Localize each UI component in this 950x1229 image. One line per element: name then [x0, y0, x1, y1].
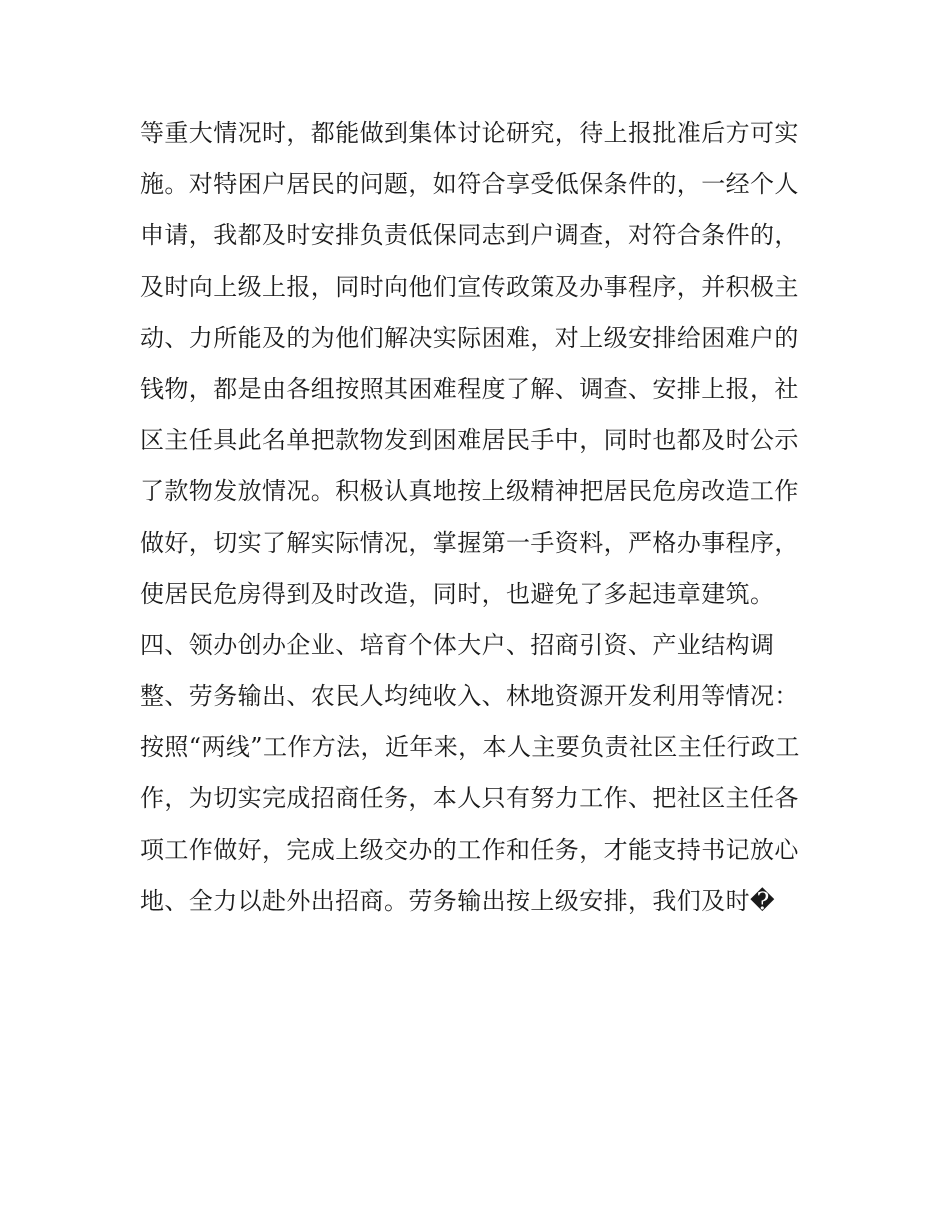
text-line: 申请，我都及时安排负责低保同志到户调查，对符合条件的，	[140, 221, 799, 250]
text-line: 做好，切实了解实际情况，掌握第一手资料，严格办事程序，	[140, 528, 799, 557]
section-heading-line: 整、劳务输出、农民人均纯收入、林地资源开发利用等情况：	[140, 682, 799, 711]
body-text	[140, 108, 820, 927]
text-line: 动、力所能及的为他们解决实际困难，对上级安排给困难户的	[140, 323, 799, 352]
text-line: 区主任具此名单把款物发到困难居民手中，同时也都及时公示	[140, 426, 799, 455]
text-line: 及时向上级上报，同时向他们宣传政策及办事程序，并积极主	[140, 272, 799, 301]
text-line: 施。对特困户居民的问题，如符合享受低保条件的，一经个人	[140, 170, 799, 199]
text-line: 按照“两线”工作方法，近年来，本人主要负责社区主任行政工	[140, 733, 800, 762]
text-line: 等重大情况时，都能做到集体讨论研究，待上报批准后方可实	[140, 119, 799, 147]
text-line: 使居民危房得到及时改造，同时，也避免了多起违章建筑。	[140, 579, 775, 608]
text-line: 项工作做好，完成上级交办的工作和任务，才能支持书记放心	[140, 835, 799, 864]
text-line: 作，为切实完成招商任务，本人只有努力工作、把社区主任各	[140, 784, 799, 813]
section-heading-line: 四、领办创办企业、培育个体大户、招商引资、产业结构调	[140, 630, 775, 659]
text-line: 了款物发放情况。积极认真地按上级精神把居民危房改造工作	[140, 477, 799, 506]
text-line: 钱物，都是由各组按照其困难程度了解、调查、安排上报，社	[140, 374, 799, 403]
text-line: 地、全力以赴外出招商。劳务输出按上级安排，我们及时�	[140, 886, 776, 915]
